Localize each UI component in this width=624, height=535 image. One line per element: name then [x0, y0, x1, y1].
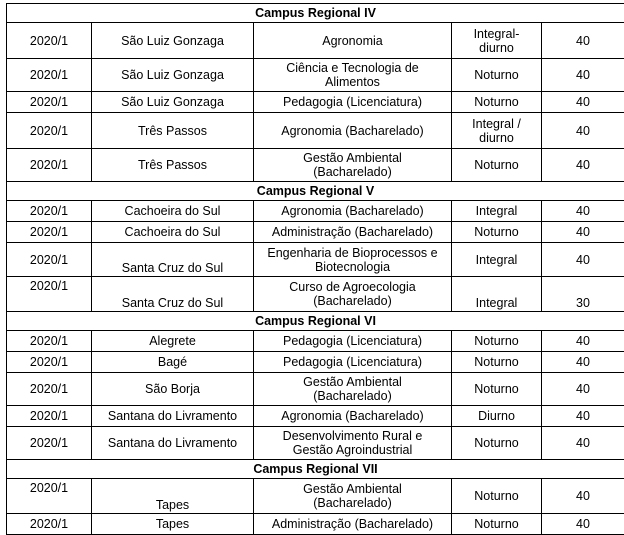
seats-cell: 40	[542, 514, 624, 535]
course-cell: Administração (Bacharelado)	[254, 222, 452, 243]
shift-cell: Noturno	[452, 373, 542, 406]
period-cell: 2020/1	[7, 149, 92, 182]
table-row	[7, 406, 624, 427]
course-cell: Agronomia (Bacharelado)	[254, 406, 452, 427]
shift-cell: Diurno	[452, 406, 542, 427]
period-cell: 2020/1	[7, 201, 92, 222]
table-row	[7, 201, 624, 222]
seats-cell: 40	[542, 406, 624, 427]
city-cell: Santana do Livramento	[92, 406, 254, 427]
course-cell: Pedagogia (Licenciatura)	[254, 352, 452, 373]
shift-cell: Integral	[452, 201, 542, 222]
seats-cell: 40	[542, 23, 624, 59]
course-cell: Curso de Agroecologia (Bacharelado)	[254, 277, 452, 312]
period-cell: 2020/1	[7, 427, 92, 460]
seats-cell: 40	[542, 59, 624, 92]
section-title: Campus Regional VII	[7, 460, 624, 479]
city-cell: São Luiz Gonzaga	[92, 92, 254, 113]
table-row	[7, 59, 624, 92]
city-cell: Alegrete	[92, 331, 254, 352]
seats-cell: 40	[542, 113, 624, 149]
section-header-row	[7, 312, 624, 331]
course-cell: Pedagogia (Licenciatura)	[254, 92, 452, 113]
shift-cell: Integral- diurno	[452, 23, 542, 59]
table-row	[7, 243, 624, 277]
city-cell: Tapes	[92, 514, 254, 535]
section-header-row	[7, 182, 624, 201]
city-cell: Santa Cruz do Sul	[92, 277, 254, 312]
course-cell: Agronomia	[254, 23, 452, 59]
course-cell: Engenharia de Bioprocessos e Biotecnologia	[254, 243, 452, 277]
period-cell: 2020/1	[7, 23, 92, 59]
seats-cell: 40	[542, 243, 624, 277]
section-header-row	[7, 460, 624, 479]
city-cell: São Luiz Gonzaga	[92, 23, 254, 59]
seats-cell: 30	[542, 277, 624, 312]
city-cell: Santana do Livramento	[92, 427, 254, 460]
city-cell: São Luiz Gonzaga	[92, 59, 254, 92]
seats-cell: 40	[542, 201, 624, 222]
shift-cell: Noturno	[452, 352, 542, 373]
city-cell: São Borja	[92, 373, 254, 406]
period-cell: 2020/1	[7, 406, 92, 427]
table-row	[7, 479, 624, 514]
seats-cell: 40	[542, 479, 624, 514]
courses-table	[6, 3, 624, 535]
period-cell: 2020/1	[7, 479, 92, 514]
table-row	[7, 92, 624, 113]
shift-cell: Integral	[452, 243, 542, 277]
period-cell: 2020/1	[7, 514, 92, 535]
course-cell: Desenvolvimento Rural e Gestão Agroindustrial	[254, 427, 452, 460]
course-cell: Pedagogia (Licenciatura)	[254, 331, 452, 352]
seats-cell: 40	[542, 149, 624, 182]
period-cell: 2020/1	[7, 277, 92, 312]
period-cell: 2020/1	[7, 373, 92, 406]
shift-cell: Noturno	[452, 149, 542, 182]
period-cell: 2020/1	[7, 331, 92, 352]
period-cell: 2020/1	[7, 222, 92, 243]
course-cell: Gestão Ambiental (Bacharelado)	[254, 479, 452, 514]
course-cell: Gestão Ambiental (Bacharelado)	[254, 373, 452, 406]
city-cell: Três Passos	[92, 149, 254, 182]
shift-cell: Integral	[452, 277, 542, 312]
shift-cell: Noturno	[452, 92, 542, 113]
table-row	[7, 113, 624, 149]
city-cell: Santa Cruz do Sul	[92, 243, 254, 277]
period-cell: 2020/1	[7, 92, 92, 113]
city-cell: Bagé	[92, 352, 254, 373]
section-header-row	[7, 4, 624, 23]
period-cell: 2020/1	[7, 352, 92, 373]
period-cell: 2020/1	[7, 59, 92, 92]
table-row	[7, 222, 624, 243]
course-cell: Administração (Bacharelado)	[254, 514, 452, 535]
table-row	[7, 427, 624, 460]
shift-cell: Noturno	[452, 59, 542, 92]
shift-cell: Noturno	[452, 427, 542, 460]
course-cell: Gestão Ambiental (Bacharelado)	[254, 149, 452, 182]
course-cell: Ciência e Tecnologia de Alimentos	[254, 59, 452, 92]
seats-cell: 40	[542, 427, 624, 460]
period-cell: 2020/1	[7, 243, 92, 277]
shift-cell: Noturno	[452, 479, 542, 514]
shift-cell: Noturno	[452, 222, 542, 243]
seats-cell: 40	[542, 331, 624, 352]
seats-cell: 40	[542, 373, 624, 406]
city-cell: Tapes	[92, 479, 254, 514]
course-cell: Agronomia (Bacharelado)	[254, 201, 452, 222]
section-title: Campus Regional V	[7, 182, 624, 201]
city-cell: Três Passos	[92, 113, 254, 149]
seats-cell: 40	[542, 92, 624, 113]
city-cell: Cachoeira do Sul	[92, 201, 254, 222]
shift-cell: Integral / diurno	[452, 113, 542, 149]
table-row	[7, 373, 624, 406]
shift-cell: Noturno	[452, 331, 542, 352]
table-row	[7, 514, 624, 535]
shift-cell: Noturno	[452, 514, 542, 535]
table-row	[7, 277, 624, 312]
section-title: Campus Regional VI	[7, 312, 624, 331]
section-title: Campus Regional IV	[7, 4, 624, 23]
seats-cell: 40	[542, 222, 624, 243]
period-cell: 2020/1	[7, 113, 92, 149]
table-row	[7, 23, 624, 59]
seats-cell: 40	[542, 352, 624, 373]
city-cell: Cachoeira do Sul	[92, 222, 254, 243]
table-row	[7, 352, 624, 373]
course-cell: Agronomia (Bacharelado)	[254, 113, 452, 149]
table-row	[7, 331, 624, 352]
table-row	[7, 149, 624, 182]
